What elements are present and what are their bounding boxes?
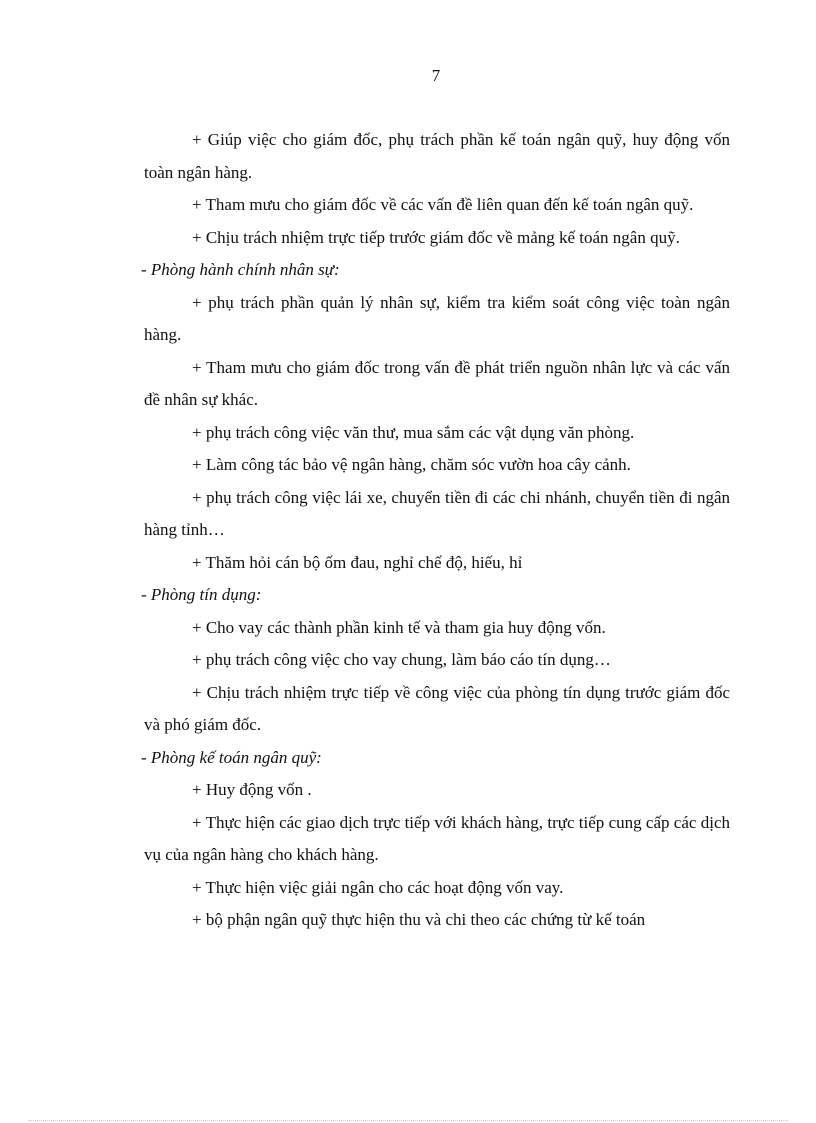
list-item: + Cho vay các thành phần kinh tế và tham gia huy động vốn.: [192, 617, 606, 637]
section-heading: - Phòng hành chính nhân sự:: [141, 260, 340, 279]
list-item: + phụ trách công việc cho vay chung, làm báo cáo tín dụng…: [192, 650, 611, 669]
list-item: + Chịu trách nhiệm trực tiếp trước giám đốc về mảng kế toán ngân quỹ.: [192, 227, 680, 247]
list-item: + phụ trách công việc văn thư, mua sắm các vật dụng văn phòng.: [192, 422, 635, 442]
document-body: [141, 124, 730, 937]
list-item: + Làm công tác bảo vệ ngân hàng, chăm sóc vườn hoa cây cảnh.: [192, 455, 631, 474]
list-item: + Huy động vốn .: [192, 780, 312, 799]
section-heading: - Phòng kế toán ngân quỹ:: [141, 747, 322, 767]
list-item: + Tham mưu cho giám đốc về các vấn đề liên quan đến kế toán ngân quỹ.: [192, 195, 694, 214]
list-item: + Giúp việc cho giám đốc, phụ trách phần kế toán ngân quỹ, huy động vốn toàn ngân hàng.: [144, 130, 730, 182]
page-bottom-divider: [28, 1120, 788, 1121]
list-item: + Thực hiện việc giải ngân cho các hoạt động vốn vay.: [192, 877, 564, 897]
list-item: + phụ trách phần quản lý nhân sự, kiểm tra kiểm soát công việc toàn ngân hàng.: [144, 292, 730, 344]
list-item: + phụ trách công việc lái xe, chuyển tiền đi các chi nhánh, chuyển tiền đi ngân hàng tỉnh…: [144, 487, 730, 539]
list-item: + Thăm hỏi cán bộ ốm đau, nghỉ chế độ, hiếu, hỉ: [192, 552, 523, 572]
list-item: + Chịu trách nhiệm trực tiếp về công việc của phòng tín dụng trước giám đốc và phó giám đốc.: [144, 682, 730, 734]
section-heading: - Phòng tín dụng:: [141, 585, 262, 604]
list-item: + Thực hiện các giao dịch trực tiếp với khách hàng, trực tiếp cung cấp các dịch vụ của ngân hàng cho khách hàng.: [144, 812, 730, 864]
list-item: + Tham mưu cho giám đốc trong vấn đề phát triển nguồn nhân lực và các vấn đề nhân sự khác.: [144, 357, 730, 409]
page-number: 7: [431, 66, 441, 85]
list-item: + bộ phận ngân quỹ thực hiện thu và chi theo các chứng từ kế toán: [192, 910, 646, 929]
